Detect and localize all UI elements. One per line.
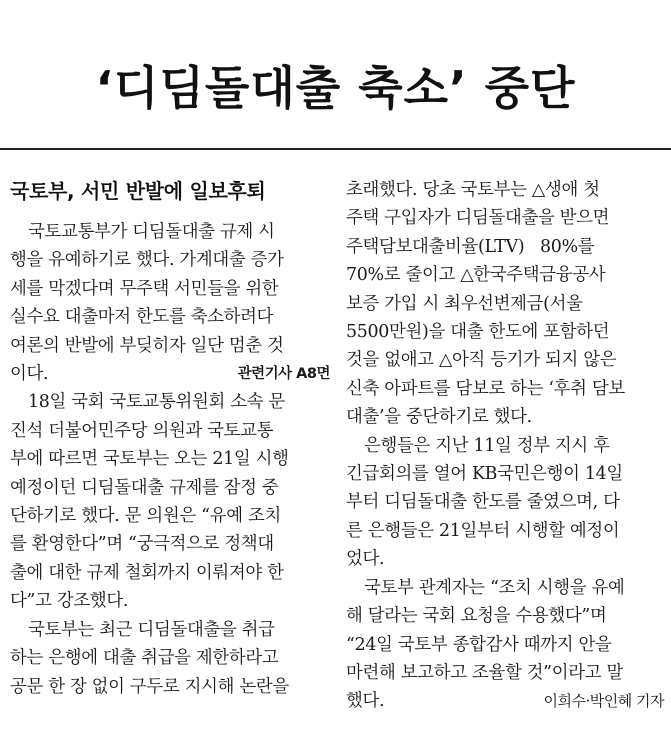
byline: 이희수·박인혜 기자 xyxy=(543,692,664,711)
text-line: 를 환영한다”며 “궁극적으로 정책대 xyxy=(10,534,274,555)
text-line: 예정이던 디딤돌대출 규제를 잠정 중 xyxy=(10,477,279,498)
paragraph-3 xyxy=(10,616,330,701)
headline-divider xyxy=(0,148,671,150)
text-line: 마련해 보고하고 조율할 것”이라고 말 xyxy=(346,662,623,683)
text-line: 보증 가입 시 최우선변제금(서울 xyxy=(346,293,583,314)
text-line: “24일 국토부 종합감사 때까지 안을 xyxy=(346,634,612,655)
text-line: 국토부 관계자는 “조치 시행을 유예 xyxy=(364,577,625,598)
text-line: 것을 없애고 △아직 등기가 되지 않은 xyxy=(346,350,617,371)
text-line: 주택담보대출비율(LTV) 80%를 xyxy=(346,236,595,257)
text-line-with-ref xyxy=(10,360,330,388)
text-line: 실수요 대출마저 한도를 축소하려다 xyxy=(10,307,274,328)
text-line: 른 은행들은 21일부터 시행할 예정이 xyxy=(346,520,620,541)
text-line: 해 달라는 국회 요청을 수용했다”며 xyxy=(346,606,607,627)
text-fragment: 했다. xyxy=(346,691,385,712)
text-line: 행을 유예하기로 했다. 가계대출 증가 xyxy=(10,250,284,271)
text-line: 공문 한 장 없이 구두로 지시해 논란을 xyxy=(10,676,289,697)
text-line: 주택 구입자가 디딤돌대출을 받으면 xyxy=(346,208,610,229)
text-line: 은행들은 지난 11일 정부 지시 후 xyxy=(364,435,610,456)
text-line: 출에 대한 규제 철회까지 이뤄져야 한 xyxy=(10,562,284,583)
text-line: 긴급회의를 열어 KB국민은행이 14일 xyxy=(346,464,623,485)
related-article-ref: 관련기사 A8면 xyxy=(237,366,330,383)
text-line: 초래했다. 당초 국토부는 △생애 첫 xyxy=(346,180,600,200)
subheadline: 국토부, 서민 반발에 일보후퇴 xyxy=(10,179,266,203)
text-line: 신축 아파트를 담보로 하는 ‘후취 담보 xyxy=(346,378,625,399)
text-line: 70%로 줄이고 △한국주택금융공사 xyxy=(346,265,606,286)
text-line: 세를 막겠다며 무주택 서민들을 위한 xyxy=(10,278,279,299)
paragraph-1 xyxy=(10,218,330,388)
text-line: 진석 더불어민주당 의원과 국토교통 xyxy=(10,420,274,441)
text-line: 국토교통부가 디딤돌대출 규제 시 xyxy=(28,222,275,242)
text-line: 5500만원)을 대출 한도에 포함하던 xyxy=(346,322,610,343)
text-fragment: 이다. xyxy=(10,364,49,385)
paragraph-2 xyxy=(10,388,330,615)
paragraph-5 xyxy=(346,432,664,574)
text-line: 여론의 반발에 부딪히자 일단 멈춘 것 xyxy=(10,335,284,356)
text-line: 다”고 강조했다. xyxy=(10,591,129,612)
text-line: 부터 디딤돌대출 한도를 줄였으며, 다 xyxy=(346,492,620,513)
text-line: 국토부는 최근 디딤돌대출을 취급 xyxy=(28,619,275,640)
text-line: 대출’을 중단하기로 했다. xyxy=(346,407,532,428)
text-line: 었다. xyxy=(346,549,385,570)
headline: ‘디딤돌대출 축소’ 중단 xyxy=(95,61,576,115)
right-column xyxy=(346,176,664,716)
paragraph-6 xyxy=(346,574,664,716)
left-column xyxy=(10,176,330,701)
text-line: 18일 국회 국토교통위원회 소속 문 xyxy=(28,392,285,413)
text-line: 하는 은행에 대출 취급을 제한하라고 xyxy=(10,648,279,669)
paragraph-4 xyxy=(346,176,664,432)
text-line: 단하기로 했다. 문 의원은 “유예 조치 xyxy=(10,506,281,527)
text-line-with-byline xyxy=(346,687,664,715)
text-line: 부에 따르면 국토부는 오는 21일 시행 xyxy=(10,449,289,470)
